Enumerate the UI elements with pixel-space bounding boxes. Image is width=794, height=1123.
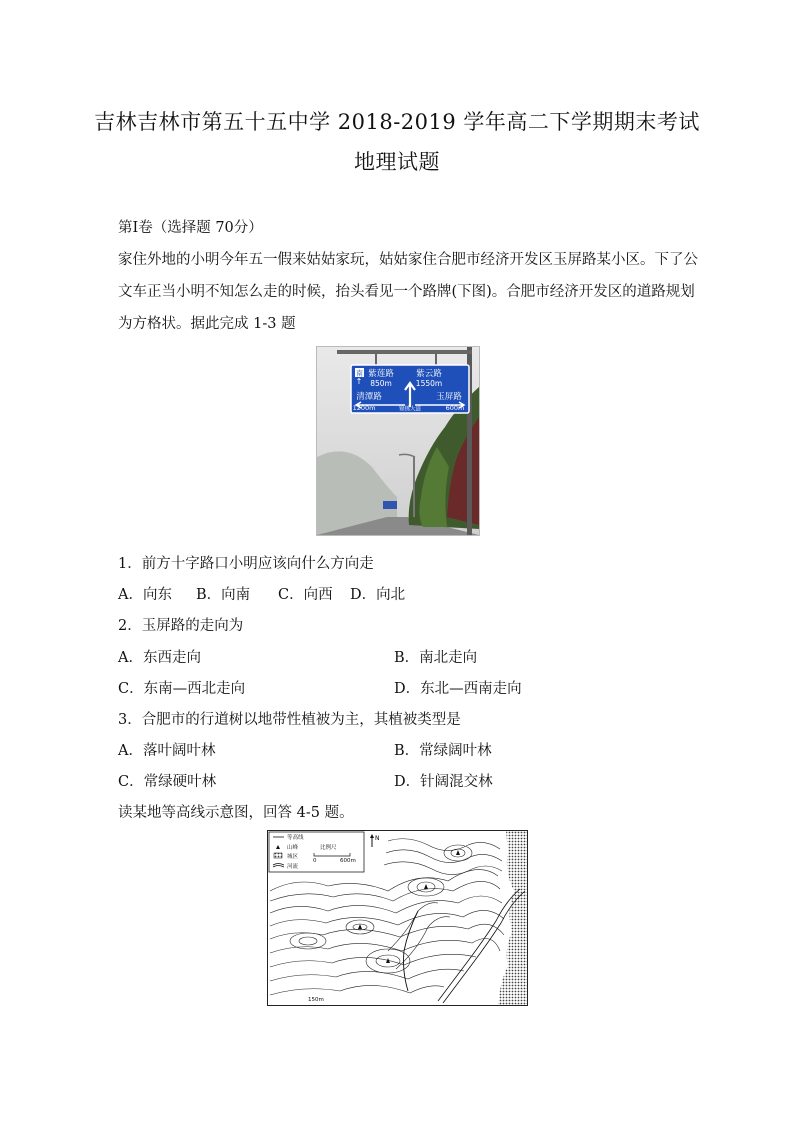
q1-option-c: C．向西 [278, 587, 333, 603]
question-1-stem: 1．前方十字路口小明应该向什么方向走 [118, 556, 374, 572]
q3-option-a: A．落叶阔叶林 [118, 743, 216, 759]
scale-zero: 0 [313, 858, 317, 864]
question-3-stem: 3．合肥市的行道树以地带性植被为主，其植被类型是 [118, 712, 461, 728]
sign-road-ziyun: 紫云路 [416, 369, 442, 379]
scale-value: 600m [340, 858, 356, 864]
svg-text:↑: ↑ [355, 377, 363, 386]
sign-dist-qingtan: 1200m [352, 404, 376, 412]
scale-label: 比例尺 [320, 845, 337, 851]
exam-subject: 地理试题 [354, 150, 440, 174]
q2-option-b: B．南北走向 [394, 650, 478, 666]
question-2-stem: 2．玉屏路的走向为 [118, 618, 244, 634]
sign-dist-ziyun: 1550m [415, 379, 443, 388]
north-arrow-icon [370, 834, 380, 847]
contour-map [267, 830, 528, 1006]
north-label: N [375, 835, 380, 842]
q3-option-c: C．常绿硬叶林 [118, 774, 217, 790]
section-label: 第Ⅰ卷（选择题 70分） [118, 220, 263, 236]
legend-peak-label: 山峰 [287, 845, 299, 851]
sign-road-zilian: 紫莲路 [368, 369, 394, 379]
q2-option-c: C．东南—西北走向 [118, 681, 246, 697]
legend-urban-label: 城区 [287, 854, 299, 860]
q3-option-b: B．常绿阔叶林 [394, 743, 492, 759]
sign-center-road: 锦绣大道 [398, 406, 422, 413]
q1-option-b: B．向南 [196, 587, 251, 603]
sign-road-yuping: 玉屏路 [436, 392, 462, 402]
sign-south-label: 南 [356, 369, 363, 378]
intro-line-1: 家住外地的小明今年五一假来姑姑家玩，姑姑家住合肥市经济开发区玉屏路某小区。下了公 [118, 252, 698, 268]
map-question-intro: 读某地等高线示意图，回答 4-5 题。 [118, 805, 354, 821]
legend-contour-label: 等高线 [287, 835, 304, 841]
sign-road-qingtan: 清潭路 [356, 392, 382, 402]
intro-line-2: 文车正当小明不知怎么走的时候，抬头看见一个路牌(下图)。合肥市经济开发区的道路规划 [118, 284, 695, 300]
road-sign-photo [316, 346, 480, 536]
intro-line-3: 为方格状。据此完成 1-3 题 [118, 316, 296, 332]
q1-option-d: D．向北 [350, 587, 406, 603]
sign-dist-zilian: 850m [370, 379, 392, 388]
q3-option-d: D．针阔混交林 [394, 774, 493, 790]
q2-option-d: D．东北—西南走向 [394, 681, 522, 697]
q2-option-a: A．东西走向 [118, 650, 201, 666]
sign-dist-yuping: 600m [445, 404, 465, 412]
legend-river-label: 河流 [287, 864, 299, 870]
exam-title: 吉林吉林市第五十五中学 2018-2019 学年高二下学期期末考试 [94, 110, 700, 134]
q1-option-a: A．向东 [118, 587, 172, 603]
contour-elevation-label: 150m [308, 997, 324, 1003]
